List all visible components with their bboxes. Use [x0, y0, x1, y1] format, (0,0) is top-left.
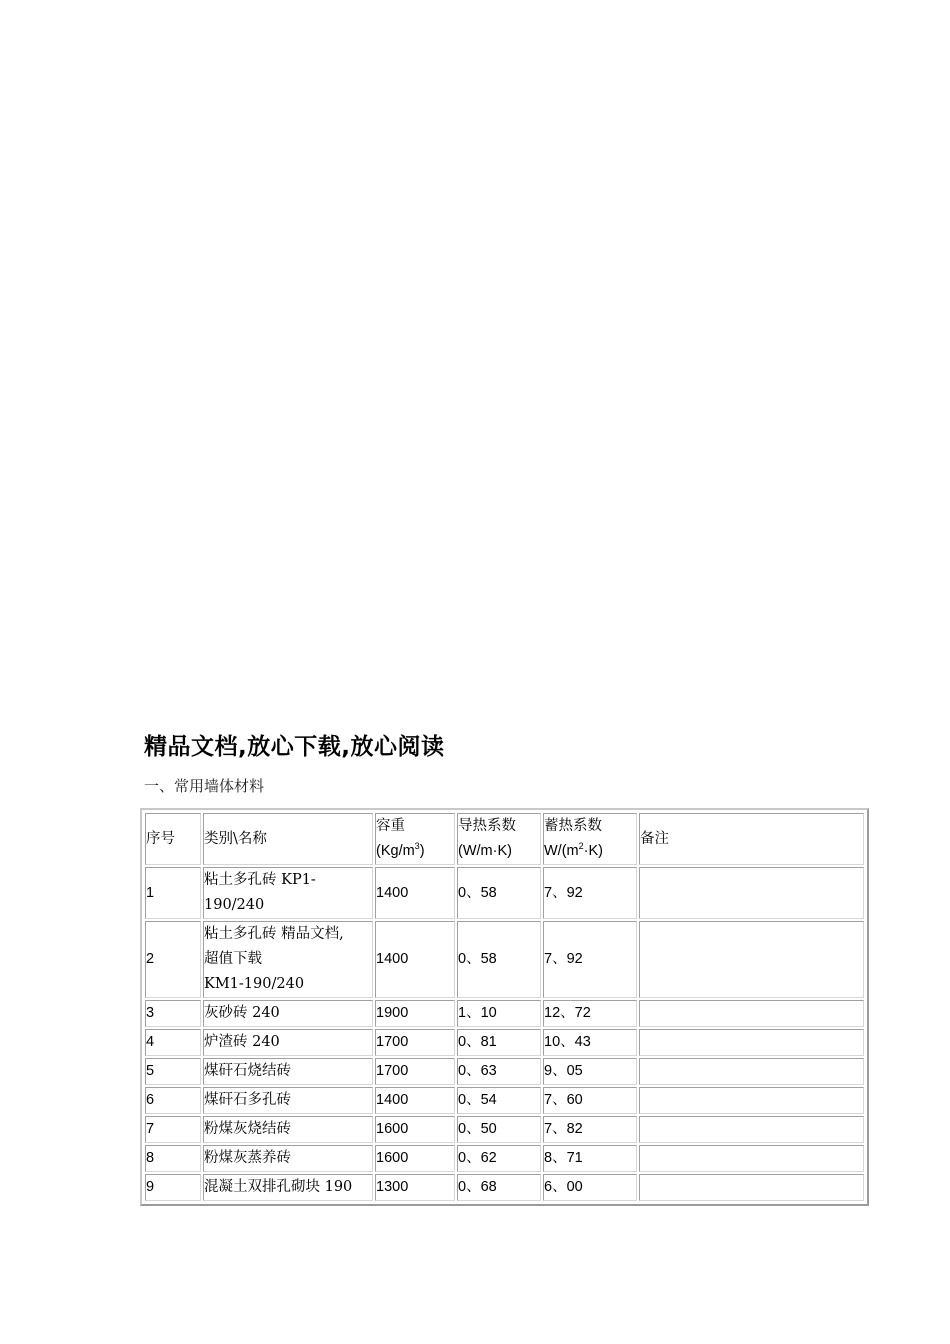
header-density-label: 容重: [376, 818, 405, 834]
row-material-name: [203, 1116, 373, 1143]
row-density: 1400: [375, 1087, 455, 1114]
row-remark: [639, 1029, 864, 1056]
row-serial-no: 1: [145, 867, 201, 919]
row-density: 1700: [375, 1029, 455, 1056]
material-name-line: 超值下载: [204, 951, 262, 967]
material-name-line: 粉煤灰烧结砖: [204, 1121, 291, 1137]
row-heat-storage: 7、92: [543, 867, 637, 919]
heat-unit-close: ·K): [583, 843, 603, 859]
table-row: [145, 1174, 864, 1201]
table-row: [145, 921, 864, 998]
row-material-name: [203, 867, 373, 919]
material-name-line: KM1-190/240: [204, 976, 305, 992]
row-heat-storage: 7、82: [543, 1116, 637, 1143]
row-remark: [639, 921, 864, 998]
row-heat-storage: 12、72: [543, 1000, 637, 1027]
table-row: [145, 1000, 864, 1027]
row-heat-storage: 7、60: [543, 1087, 637, 1114]
heat-unit-text: W/(m: [544, 843, 579, 859]
header-remark: 备注: [639, 813, 864, 865]
row-material-name: [203, 1058, 373, 1085]
row-remark: [639, 1116, 864, 1143]
header-category-name: 类别\名称: [203, 813, 373, 865]
row-conductivity: 0、54: [457, 1087, 541, 1114]
material-name-line: 粘土多孔砖 KP1-: [204, 872, 316, 888]
row-serial-no: 9: [145, 1174, 201, 1201]
row-serial-no: 7: [145, 1116, 201, 1143]
header-conductivity-unit: (W/m·K): [458, 843, 512, 859]
table-row: [145, 1087, 864, 1114]
material-name-line: 煤矸石多孔砖: [204, 1092, 291, 1108]
header-conductivity-label: 导热系数: [458, 818, 516, 834]
table-row: [145, 1116, 864, 1143]
row-remark: [639, 1000, 864, 1027]
row-material-name: [203, 1000, 373, 1027]
header-conductivity: [457, 813, 541, 865]
density-unit-close: ): [419, 843, 425, 859]
row-heat-storage: 7、92: [543, 921, 637, 998]
row-heat-storage: 6、00: [543, 1174, 637, 1201]
density-unit-superscript: 3: [414, 841, 420, 852]
table-row: [145, 1145, 864, 1172]
row-density: 1900: [375, 1000, 455, 1027]
row-density: 1400: [375, 867, 455, 919]
table-row: [145, 1058, 864, 1085]
table-row: [145, 867, 864, 919]
row-remark: [639, 1145, 864, 1172]
row-density: 1600: [375, 1116, 455, 1143]
material-name-line: 190/240: [204, 897, 265, 913]
row-remark: [639, 1087, 864, 1114]
materials-table: [140, 808, 869, 1206]
row-serial-no: 2: [145, 921, 201, 998]
header-serial-no: 序号: [145, 813, 201, 865]
row-conductivity: 0、63: [457, 1058, 541, 1085]
row-serial-no: 3: [145, 1000, 201, 1027]
section-title: 一、常用墙体材料: [144, 777, 265, 795]
row-remark: [639, 867, 864, 919]
material-name-line: 混凝土双排孔砌块 190: [204, 1179, 353, 1195]
row-density: 1700: [375, 1058, 455, 1085]
material-name-line: 煤矸石烧结砖: [204, 1063, 291, 1079]
header-density: [375, 813, 455, 865]
material-name-line: 粘土多孔砖 精品文档,: [204, 926, 344, 942]
row-serial-no: 4: [145, 1029, 201, 1056]
row-density: 1400: [375, 921, 455, 998]
material-name-line: 炉渣砖 240: [204, 1034, 280, 1050]
row-heat-storage: 8、71: [543, 1145, 637, 1172]
materials-table-grid: [143, 811, 866, 1203]
heat-unit-superscript: 2: [578, 841, 584, 852]
row-conductivity: 0、62: [457, 1145, 541, 1172]
row-conductivity: 0、81: [457, 1029, 541, 1056]
row-conductivity: 0、68: [457, 1174, 541, 1201]
header-heat-storage-label: 蓄热系数: [544, 818, 602, 834]
row-conductivity: 1、10: [457, 1000, 541, 1027]
row-material-name: [203, 1029, 373, 1056]
row-conductivity: 0、50: [457, 1116, 541, 1143]
row-serial-no: 5: [145, 1058, 201, 1085]
row-heat-storage: 10、43: [543, 1029, 637, 1056]
row-conductivity: 0、58: [457, 867, 541, 919]
row-serial-no: 8: [145, 1145, 201, 1172]
row-density: 1600: [375, 1145, 455, 1172]
row-material-name: [203, 1087, 373, 1114]
table-row: [145, 1029, 864, 1056]
row-material-name: [203, 1174, 373, 1201]
header-heat-storage-unit: [544, 839, 636, 864]
material-name-line: 灰砂砖 240: [204, 1005, 280, 1021]
row-remark: [639, 1058, 864, 1085]
row-density: 1300: [375, 1174, 455, 1201]
document-heading: 精品文档,放心下载,放心阅读: [144, 734, 445, 760]
header-density-unit: [376, 839, 454, 864]
row-remark: [639, 1174, 864, 1201]
material-name-line: 粉煤灰蒸养砖: [204, 1150, 291, 1166]
header-heat-storage: [543, 813, 637, 865]
row-heat-storage: 9、05: [543, 1058, 637, 1085]
table-header-row: [145, 813, 864, 865]
density-unit-text: (Kg/m: [376, 843, 415, 859]
row-conductivity: 0、58: [457, 921, 541, 998]
row-material-name: [203, 1145, 373, 1172]
row-serial-no: 6: [145, 1087, 201, 1114]
row-material-name: [203, 921, 373, 998]
